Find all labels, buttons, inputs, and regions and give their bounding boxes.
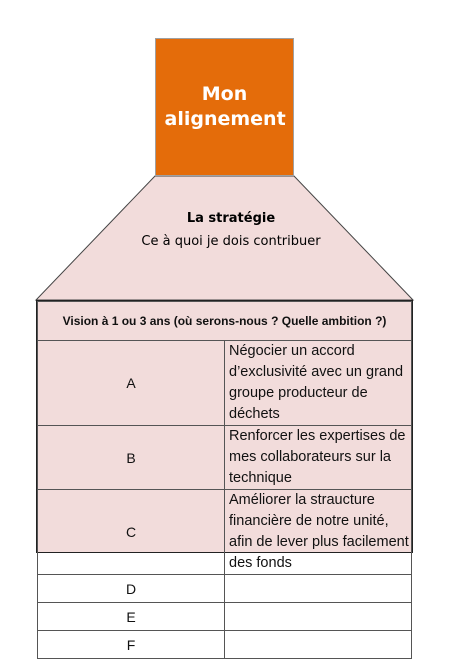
row-text xyxy=(225,603,412,631)
table-row xyxy=(38,575,412,603)
row-letter: B xyxy=(38,426,225,490)
roof-title: La stratégie xyxy=(186,211,276,226)
table-row xyxy=(38,490,412,575)
table-header-row xyxy=(38,302,412,341)
vision-table xyxy=(36,300,413,653)
row-letter: F xyxy=(38,631,225,659)
chimney-box xyxy=(155,38,294,176)
row-letter: E xyxy=(38,603,225,631)
row-text: Négocier un accord d’exclusivité avec un grand groupe producteur de déchets xyxy=(225,341,412,426)
roof-subtitle: Ce à quoi je dois contribuer xyxy=(141,234,321,249)
table-row xyxy=(38,631,412,659)
row-letter: C xyxy=(38,490,225,575)
row-letter: A xyxy=(38,341,225,426)
row-letter: D xyxy=(38,575,225,603)
row-text xyxy=(225,575,412,603)
row-text: Améliorer la straucture financière de notre unité, afin de lever plus facilement des fonds xyxy=(225,490,412,575)
table-row xyxy=(38,426,412,490)
chimney-label: Mon alignement xyxy=(164,83,286,130)
row-text xyxy=(225,631,412,659)
vision-table-grid xyxy=(37,301,412,659)
row-text: Renforcer les expertises de mes collaborateurs sur la technique xyxy=(225,426,412,490)
table-row xyxy=(38,603,412,631)
table-row xyxy=(38,341,412,426)
table-header: Vision à 1 ou 3 ans (où serons-nous ? Quelle ambition ?) xyxy=(38,302,412,341)
